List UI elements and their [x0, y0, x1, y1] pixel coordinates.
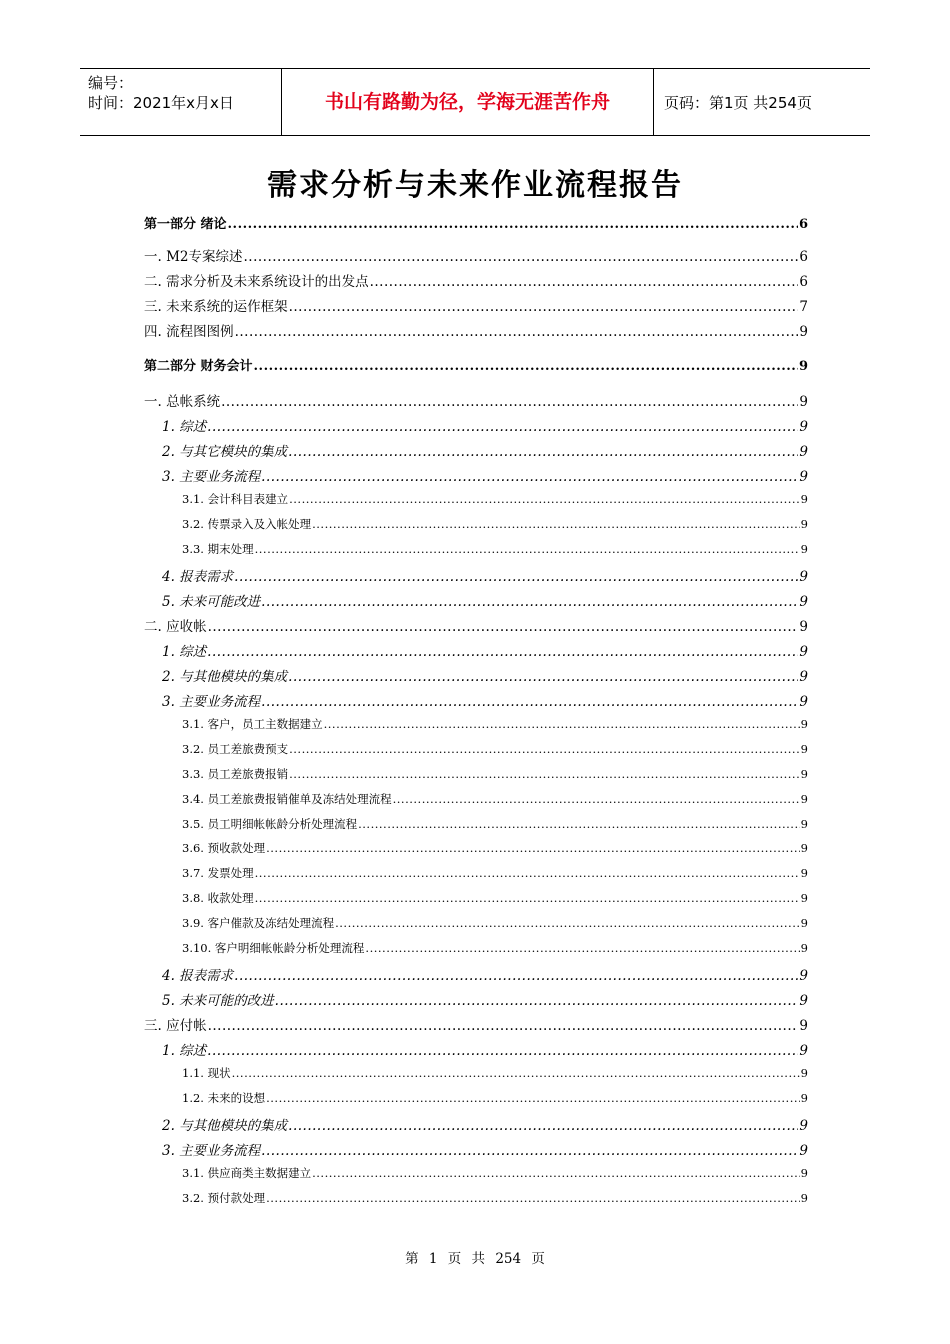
toc-entry-title: 3.5. 员工明细帐帐龄分析处理流程: [182, 817, 358, 831]
toc-entry-title: 3.1. 供应商类主数据建立: [182, 1166, 312, 1180]
toc-dot-leader: [255, 542, 800, 556]
toc-page-number: 9: [800, 767, 808, 781]
toc-page-number: 9: [800, 492, 808, 506]
toc-dot-leader: [207, 644, 798, 660]
toc-entry[interactable]: [162, 465, 808, 485]
toc-entry[interactable]: [182, 816, 808, 832]
toc-page-number: 6: [799, 249, 808, 265]
toc-entry-title: 1. 综述: [162, 419, 207, 435]
toc-dot-leader: [365, 941, 799, 955]
toc-entry[interactable]: [144, 270, 808, 290]
toc-entry[interactable]: [182, 890, 808, 906]
header-motto: 书山有路勤为径，学海无涯苦作舟: [281, 68, 654, 136]
toc-entry[interactable]: [182, 741, 808, 757]
toc-entry[interactable]: [182, 791, 808, 807]
toc-page-number: 9: [799, 469, 808, 485]
toc-entry[interactable]: [162, 640, 808, 660]
toc-entry-title: 第二部分 财务会计: [144, 359, 253, 374]
toc-dot-leader: [208, 1018, 799, 1034]
toc-entry[interactable]: [162, 415, 808, 435]
toc-entry-title: 4. 报表需求: [162, 569, 234, 585]
toc-entry[interactable]: [162, 989, 808, 1009]
toc-page-number: 9: [799, 669, 808, 685]
toc-entry-title: 3.1. 会计科目表建立: [182, 492, 289, 506]
toc-dot-leader: [324, 717, 800, 731]
toc-entry[interactable]: [182, 865, 808, 881]
toc-page-number: 9: [799, 968, 808, 984]
toc-entry-title: 5. 未来可能改进: [162, 594, 261, 610]
toc-dot-leader: [244, 249, 799, 265]
toc-entry-title: 2. 与其他模块的集成: [162, 669, 288, 685]
toc-dot-leader: [289, 492, 800, 506]
toc-entry[interactable]: [182, 716, 808, 732]
toc-page-number: 9: [800, 841, 808, 855]
toc-entry-title: 1. 综述: [162, 1043, 207, 1059]
toc-page-number: 9: [799, 394, 808, 410]
toc-entry[interactable]: [144, 390, 808, 410]
toc-dot-leader: [266, 841, 800, 855]
toc-dot-leader: [312, 1166, 800, 1180]
toc-entry-title: 四. 流程图图例: [144, 324, 234, 340]
page-footer: 第 1 页 共 254 页: [405, 1251, 545, 1267]
toc-entry[interactable]: [144, 320, 808, 340]
toc-entry[interactable]: [162, 665, 808, 685]
toc-entry-title: 3. 主要业务流程: [162, 1143, 261, 1159]
toc-dot-leader: [393, 792, 800, 806]
document-title: 需求分析与未来作业流程报告: [267, 168, 683, 203]
toc-entry-title: 3.2. 预付款处理: [182, 1191, 266, 1205]
toc-entry[interactable]: [162, 590, 808, 610]
toc-page-number: 9: [799, 444, 808, 460]
toc-page-number: 9: [798, 359, 808, 374]
toc-page-number: 9: [800, 1166, 808, 1180]
toc-page-number: 9: [799, 1118, 808, 1134]
toc-dot-leader: [234, 968, 798, 984]
toc-entry[interactable]: [162, 964, 808, 984]
toc-page-number: 6: [798, 217, 808, 232]
toc-dot-leader: [312, 517, 800, 531]
toc-dot-leader: [261, 594, 798, 610]
toc-page-number: 9: [799, 324, 808, 340]
toc-entry-title: 3.2. 员工差旅费预支: [182, 742, 289, 756]
toc-page-number: 9: [799, 1143, 808, 1159]
toc-entry-title: 第一部分 绪论: [144, 217, 227, 232]
toc-dot-leader: [254, 359, 798, 374]
toc-dot-leader: [261, 1143, 798, 1159]
toc-page-number: 9: [800, 941, 808, 955]
toc-entry[interactable]: [162, 440, 808, 460]
toc-page-number: 9: [800, 866, 808, 880]
toc-dot-leader: [266, 1191, 800, 1205]
toc-dot-leader: [288, 1118, 798, 1134]
toc-page-number: 9: [799, 993, 808, 1009]
toc-entry[interactable]: [144, 615, 808, 635]
toc-page-number: 9: [800, 1066, 808, 1080]
toc-entry[interactable]: [182, 1190, 808, 1206]
toc-entry[interactable]: [162, 1039, 808, 1059]
toc-entry[interactable]: [162, 690, 808, 710]
toc-dot-leader: [370, 274, 799, 290]
toc-page-number: 7: [799, 299, 808, 315]
toc-entry[interactable]: [182, 516, 808, 532]
toc-dot-leader: [288, 669, 798, 685]
toc-page-number: 6: [799, 274, 808, 290]
toc-entry-title: 3. 主要业务流程: [162, 694, 261, 710]
toc-entry[interactable]: [162, 565, 808, 585]
toc-page-number: 9: [800, 1091, 808, 1105]
toc-page-number: 9: [799, 619, 808, 635]
document-time-label: 时间：2021年x月x日: [88, 94, 234, 112]
toc-page-number: 9: [800, 817, 808, 831]
toc-entry-title: 1.1. 现状: [182, 1066, 231, 1080]
toc-entry-title: 1.2. 未来的设想: [182, 1091, 266, 1105]
toc-page-number: 9: [800, 742, 808, 756]
toc-entry-title: 4. 报表需求: [162, 968, 234, 984]
toc-entry-title: 二. 应收帐: [144, 619, 207, 635]
toc-dot-leader: [275, 993, 799, 1009]
header-page-info: 页码：第1页 共254页: [664, 94, 812, 112]
toc-dot-leader: [255, 866, 800, 880]
toc-entry-title: 3.3. 期末处理: [182, 542, 254, 556]
toc-entry-title: 3.10. 客户明细帐帐龄分析处理流程: [182, 941, 365, 955]
toc-dot-leader: [289, 299, 799, 315]
toc-entry[interactable]: [182, 766, 808, 782]
toc-entry-title: 3.9. 客户催款及冻结处理流程: [182, 916, 335, 930]
toc-entry-title: 一. 总帐系统: [144, 394, 221, 410]
toc-entry-title: 5. 未来可能的改进: [162, 993, 274, 1009]
toc-entry-title: 3.3. 员工差旅费报销: [182, 767, 289, 781]
toc-entry[interactable]: [182, 1165, 808, 1181]
toc-page-number: 9: [799, 594, 808, 610]
toc-dot-leader: [207, 1043, 798, 1059]
toc-dot-leader: [255, 891, 800, 905]
header-meta: [88, 73, 280, 113]
toc-dot-leader: [289, 742, 800, 756]
toc-dot-leader: [228, 217, 798, 232]
toc-part-entry[interactable]: [144, 355, 808, 374]
toc-page-number: 9: [800, 1191, 808, 1205]
toc-entry-title: 3.7. 发票处理: [182, 866, 254, 880]
toc-entry-title: 1. 综述: [162, 644, 207, 660]
toc-entry[interactable]: [182, 541, 808, 557]
toc-page-number: 9: [799, 419, 808, 435]
toc-entry-title: 3.1. 客户，员工主数据建立: [182, 717, 323, 731]
toc-entry[interactable]: [162, 1114, 808, 1134]
toc-entry[interactable]: [182, 1090, 808, 1106]
toc-entry-title: 3. 主要业务流程: [162, 469, 261, 485]
toc-dot-leader: [289, 767, 800, 781]
toc-entry-title: 2. 与其他模块的集成: [162, 1118, 288, 1134]
toc-page-number: 9: [800, 717, 808, 731]
toc-entry[interactable]: [144, 295, 808, 315]
toc-entry[interactable]: [182, 1065, 808, 1081]
toc-entry-title: 二. 需求分析及未来系统设计的出发点: [144, 274, 369, 290]
toc-entry[interactable]: [144, 1014, 808, 1034]
toc-dot-leader: [221, 394, 798, 410]
page-header: [80, 68, 870, 136]
toc-page-number: 9: [800, 792, 808, 806]
toc-entry[interactable]: [162, 1139, 808, 1159]
toc-part-entry[interactable]: [144, 213, 808, 232]
toc-entry-title: 3.4. 员工差旅费报销催单及冻结处理流程: [182, 792, 392, 806]
toc-page-number: 9: [800, 542, 808, 556]
toc-dot-leader: [235, 324, 799, 340]
toc-entry[interactable]: [182, 840, 808, 856]
toc-page-number: 9: [799, 1043, 808, 1059]
toc-entry-title: 3.8. 收款处理: [182, 891, 254, 905]
toc-entry[interactable]: [144, 245, 808, 265]
toc-entry-title: 3.6. 预收款处理: [182, 841, 266, 855]
toc-dot-leader: [288, 444, 798, 460]
toc-page-number: 9: [800, 891, 808, 905]
toc-dot-leader: [234, 569, 798, 585]
toc-page-number: 9: [799, 569, 808, 585]
toc-entry[interactable]: [182, 491, 808, 507]
toc-entry-title: 三. 未来系统的运作框架: [144, 299, 288, 315]
toc-dot-leader: [266, 1091, 800, 1105]
toc-dot-leader: [208, 619, 799, 635]
toc-dot-leader: [335, 916, 800, 930]
toc-entry[interactable]: [182, 915, 808, 931]
toc-page-number: 9: [799, 694, 808, 710]
toc-page-number: 9: [800, 916, 808, 930]
toc-entry-title: 一. M2专案综述: [144, 249, 243, 265]
toc-entry[interactable]: [182, 940, 808, 956]
toc-page-number: 9: [799, 644, 808, 660]
toc-entry-title: 3.2. 传票录入及入帐处理: [182, 517, 312, 531]
toc-dot-leader: [207, 419, 798, 435]
toc-dot-leader: [232, 1066, 800, 1080]
toc-page-number: 9: [799, 1018, 808, 1034]
toc-dot-leader: [261, 694, 798, 710]
toc-dot-leader: [358, 817, 800, 831]
toc-entry-title: 2. 与其它模块的集成: [162, 444, 288, 460]
toc-dot-leader: [261, 469, 798, 485]
toc-entry-title: 三. 应付帐: [144, 1018, 207, 1034]
toc-page-number: 9: [800, 517, 808, 531]
document-number-label: 编号：: [88, 74, 134, 92]
